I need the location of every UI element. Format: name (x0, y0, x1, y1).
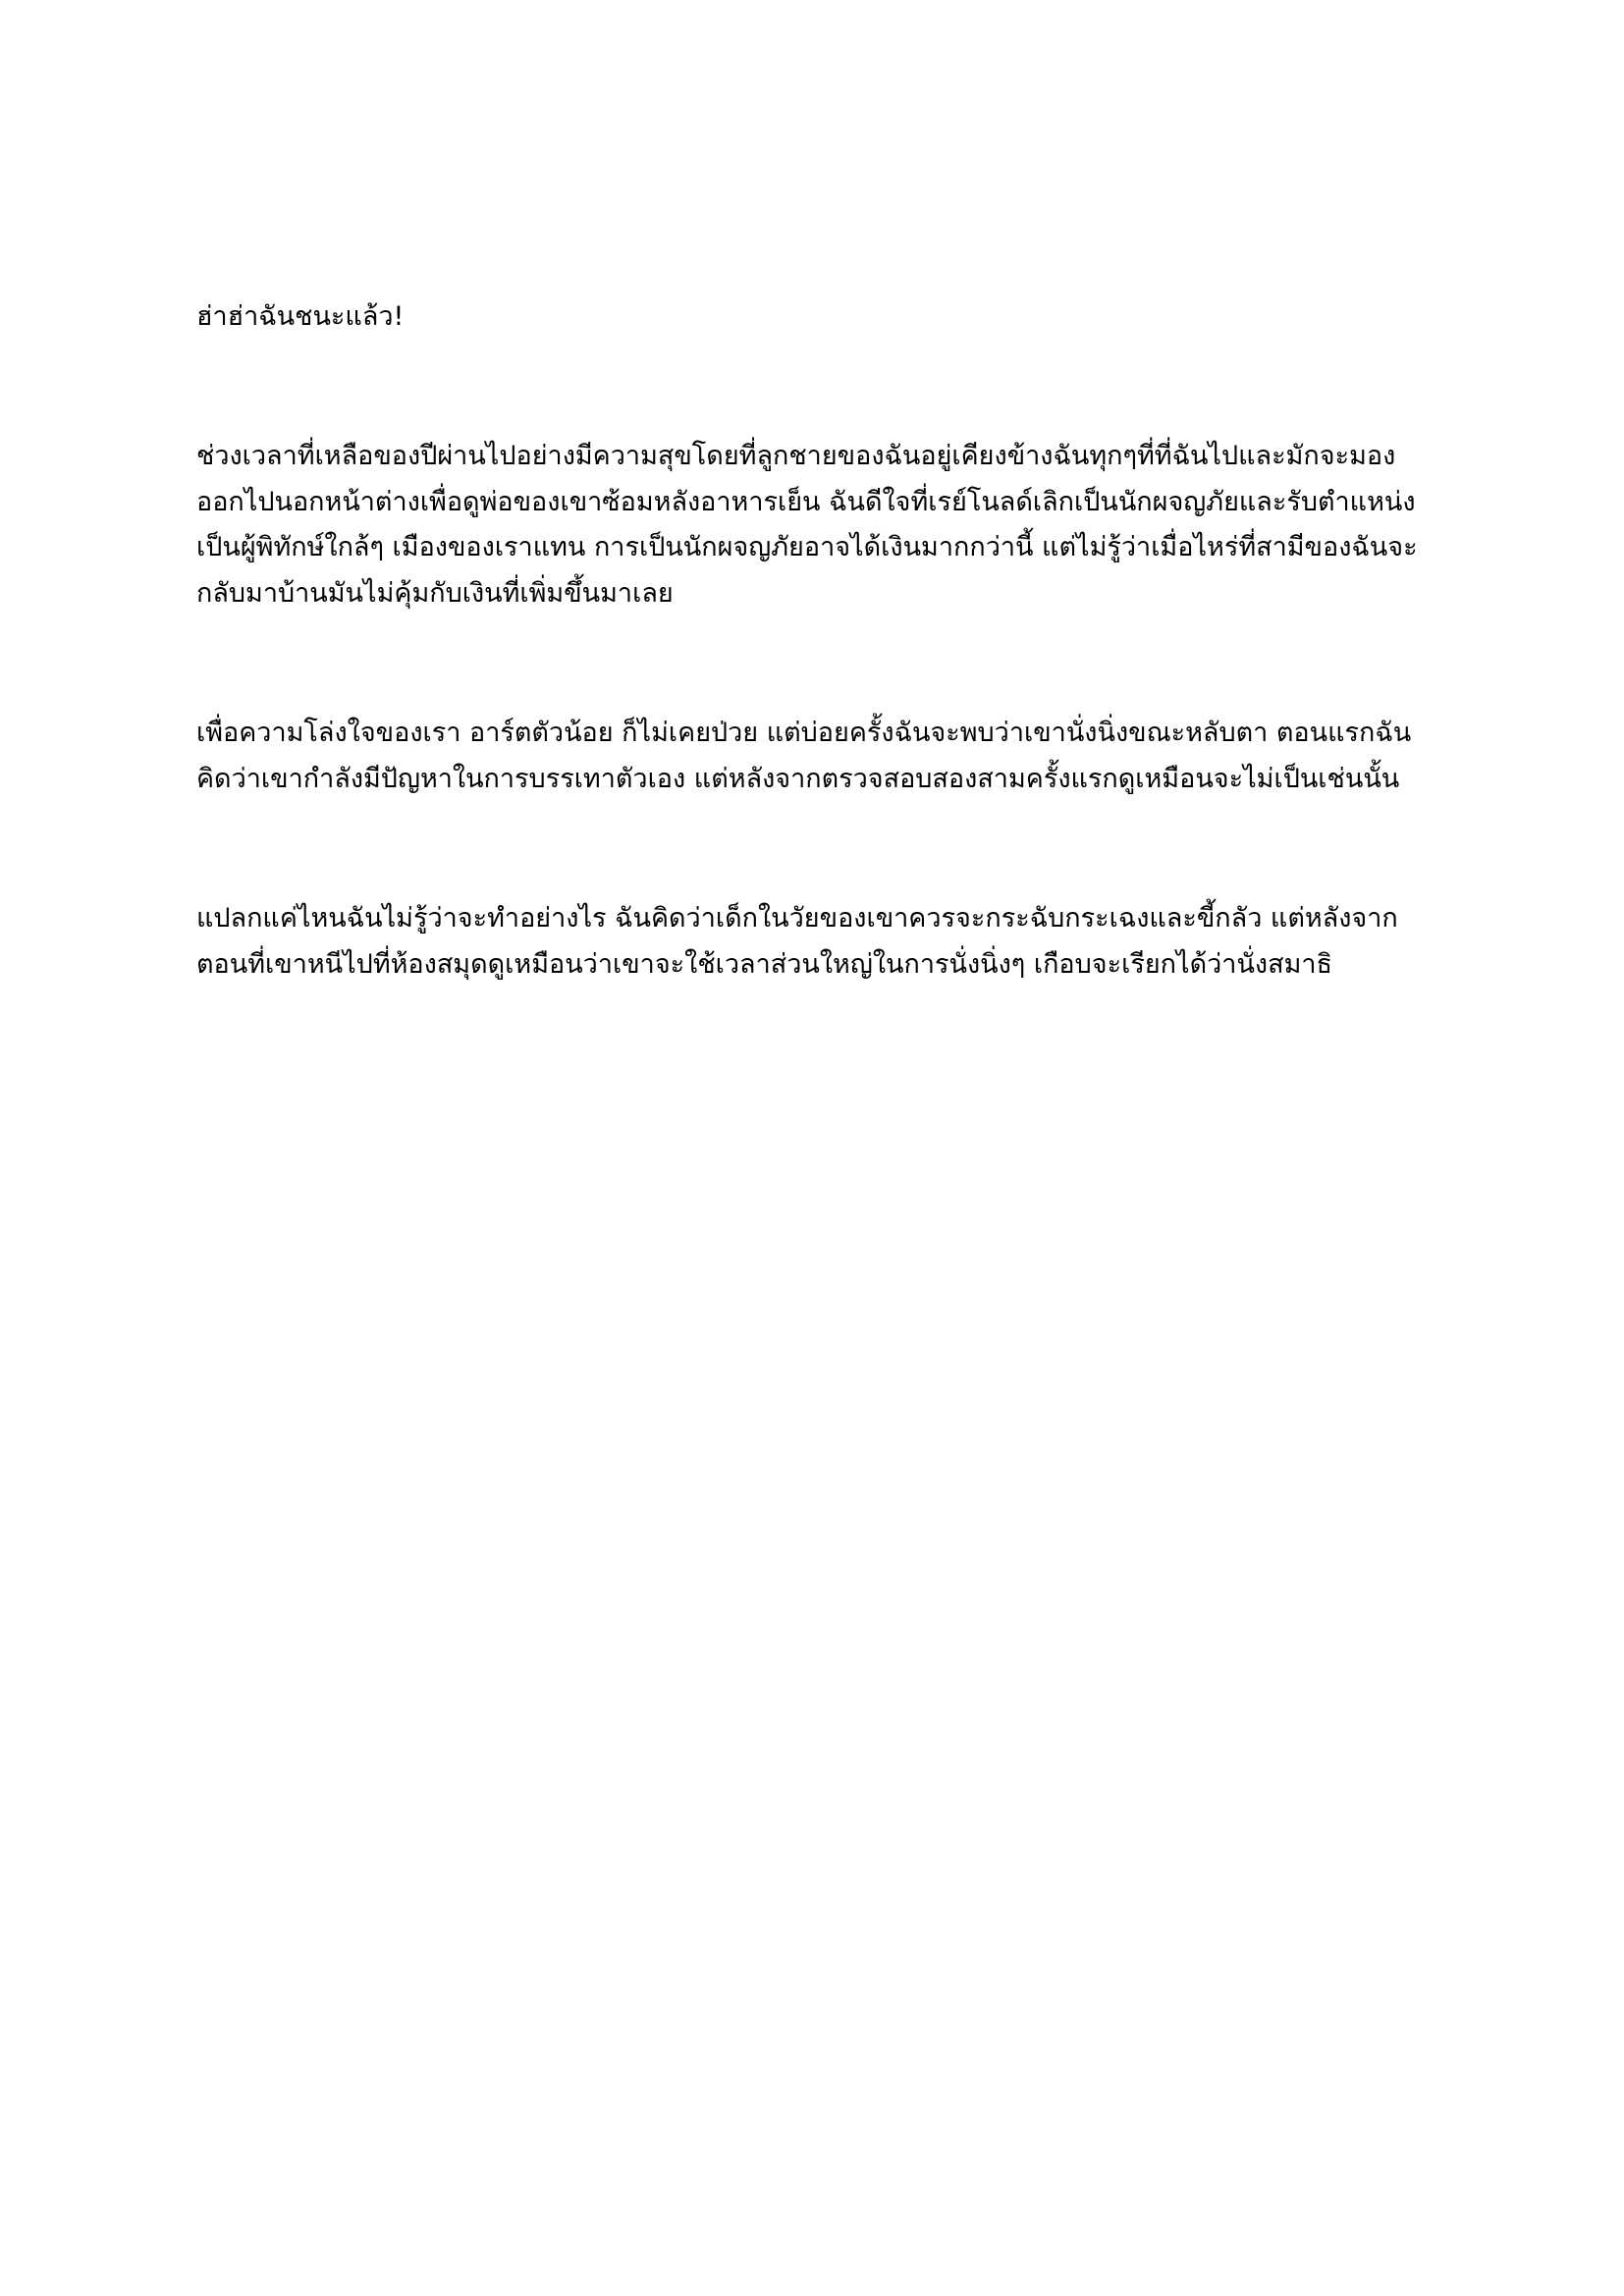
paragraph-2: ช่วงเวลาที่เหลือของปีผ่านไปอย่างมีความสุขโดยที่ลูกชายของฉันอยู่เคียงข้างฉันทุกๆที่ที่ฉันไปและมักจะมองออกไปนอกหน้าต่างเพื่อดูพ่อของเขาซ้อมหลังอาหารเย็น ฉันดีใจที่เรย์โนลด์เลิกเป็นนักผจญภัยและรับตำแหน่งเป็นผู้พิทักษ์ใกล้ๆ เมืองของเราแทน การเป็นนักผจญภัยอาจได้เงินมากกว่านี้ แต่ไม่รู้ว่าเมื่อไหร่ที่สามีของฉันจะกลับมาบ้านมันไม่คุ้มกับเงินที่เพิ่มขึ้นมาเลย (196, 441, 1418, 609)
paragraph-4: แปลกแค่ไหนฉันไม่รู้ว่าจะทำอย่างไร ฉันคิดว่าเด็กในวัยของเขาควรจะกระฉับกระเฉงและขี้กลัว แต่หลังจากตอนที่เขาหนีไปที่ห้องสมุดดูเหมือนว่าเขาจะใช้เวลาส่วนใหญ่ในการนั่งนิ่งๆ เกือบจะเรียกได้ว่านั่งสมาธิ (196, 903, 1398, 980)
paragraph-3: เพื่อความโล่งใจของเรา อาร์ตตัวน้อย ก็ไม่เคยป่วย แต่บ่อยครั้งฉันจะพบว่าเขานั่งนิ่งขณะหลับตา ตอนแรกฉันคิดว่าเขากำลังมีปัญหาในการบรรเทาตัวเอง แต่หลังจากตรวจสอบสองสามครั้งแรกดูเหมือนจะไม่เป็นเช่นนั้น (196, 718, 1412, 794)
paragraph-1: ฮ่าฮ่าฉันชนะแล้ว! (196, 301, 405, 332)
paragraph-spacer (196, 616, 1428, 711)
document-body (196, 294, 1428, 988)
paragraph-spacer (196, 340, 1428, 434)
paragraph-spacer (196, 802, 1428, 896)
